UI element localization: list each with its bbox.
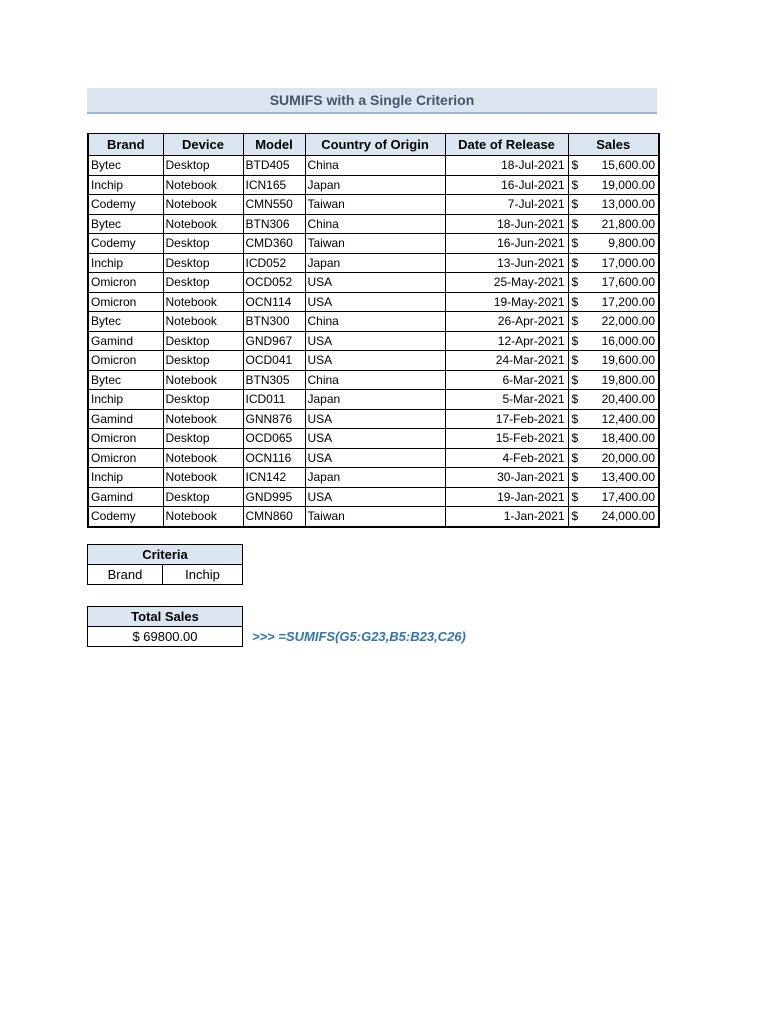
currency-cell[interactable]: $ — [568, 409, 584, 429]
table-row — [88, 390, 659, 410]
country-cell[interactable]: USA — [305, 487, 445, 507]
total-sales-header: Total Sales — [88, 607, 243, 627]
sheet-title: SUMIFS with a Single Criterion — [87, 88, 657, 114]
model-cell[interactable]: ICD052 — [243, 253, 305, 273]
country-cell[interactable]: Taiwan — [305, 195, 445, 215]
device-cell[interactable]: Desktop — [163, 390, 243, 410]
table-row — [88, 507, 659, 527]
date-cell[interactable]: 7-Jul-2021 — [445, 195, 568, 215]
sales-cell[interactable]: 24,000.00 — [584, 507, 659, 527]
device-cell[interactable]: Desktop — [163, 234, 243, 254]
device-cell[interactable]: Desktop — [163, 487, 243, 507]
country-cell[interactable]: USA — [305, 351, 445, 371]
brand-cell[interactable]: Omicron — [88, 351, 163, 371]
brand-cell[interactable]: Inchip — [88, 390, 163, 410]
model-cell[interactable]: ICN165 — [243, 175, 305, 195]
device-cell[interactable]: Notebook — [163, 312, 243, 332]
device-cell[interactable]: Desktop — [163, 156, 243, 176]
country-cell[interactable]: USA — [305, 448, 445, 468]
country-cell[interactable]: Taiwan — [305, 507, 445, 527]
date-cell[interactable]: 25-May-2021 — [445, 273, 568, 293]
country-cell[interactable]: China — [305, 214, 445, 234]
sales-cell[interactable]: 9,800.00 — [584, 234, 659, 254]
column-header-date[interactable]: Date of Release — [445, 134, 568, 156]
table-header-row — [88, 134, 659, 156]
country-cell[interactable]: USA — [305, 331, 445, 351]
sales-cell[interactable]: 20,400.00 — [584, 390, 659, 410]
currency-cell[interactable]: $ — [568, 273, 584, 293]
criteria-table — [87, 544, 243, 585]
column-header-model[interactable]: Model — [243, 134, 305, 156]
device-cell[interactable]: Desktop — [163, 351, 243, 371]
table-row — [88, 156, 659, 176]
total-sales-value-cell[interactable]: $ 69800.00 — [88, 627, 243, 647]
brand-cell[interactable]: Codemy — [88, 195, 163, 215]
device-cell[interactable]: Notebook — [163, 214, 243, 234]
table-row — [88, 429, 659, 449]
date-cell[interactable]: 15-Feb-2021 — [445, 429, 568, 449]
sales-table — [87, 133, 660, 528]
table-row — [88, 175, 659, 195]
sales-cell[interactable]: 17,200.00 — [584, 292, 659, 312]
sales-cell[interactable]: 12,400.00 — [584, 409, 659, 429]
brand-cell[interactable]: Codemy — [88, 507, 163, 527]
sales-cell[interactable]: 21,800.00 — [584, 214, 659, 234]
sales-cell[interactable]: 15,600.00 — [584, 156, 659, 176]
date-cell[interactable]: 4-Feb-2021 — [445, 448, 568, 468]
model-cell[interactable]: OCD065 — [243, 429, 305, 449]
model-cell[interactable]: ICN142 — [243, 468, 305, 488]
brand-cell[interactable]: Bytec — [88, 214, 163, 234]
country-cell[interactable]: USA — [305, 409, 445, 429]
device-cell[interactable]: Notebook — [163, 468, 243, 488]
table-row — [88, 195, 659, 215]
brand-cell[interactable]: Gamind — [88, 331, 163, 351]
model-cell[interactable]: BTN305 — [243, 370, 305, 390]
device-cell[interactable]: Notebook — [163, 448, 243, 468]
sales-cell[interactable]: 22,000.00 — [584, 312, 659, 332]
brand-cell[interactable]: Omicron — [88, 448, 163, 468]
device-cell[interactable]: Notebook — [163, 507, 243, 527]
country-cell[interactable]: USA — [305, 429, 445, 449]
model-cell[interactable]: BTN300 — [243, 312, 305, 332]
currency-cell[interactable]: $ — [568, 156, 584, 176]
country-cell[interactable]: Japan — [305, 468, 445, 488]
date-cell[interactable]: 26-Apr-2021 — [445, 312, 568, 332]
model-cell[interactable]: CMN550 — [243, 195, 305, 215]
date-cell[interactable]: 1-Jan-2021 — [445, 507, 568, 527]
currency-cell[interactable]: $ — [568, 214, 584, 234]
brand-cell[interactable]: Gamind — [88, 409, 163, 429]
currency-cell[interactable]: $ — [568, 468, 584, 488]
currency-cell[interactable]: $ — [568, 292, 584, 312]
currency-cell[interactable]: $ — [568, 312, 584, 332]
table-row — [88, 214, 659, 234]
country-cell[interactable]: Taiwan — [305, 234, 445, 254]
sales-cell[interactable]: 13,400.00 — [584, 468, 659, 488]
currency-cell[interactable]: $ — [568, 253, 584, 273]
device-cell[interactable]: Notebook — [163, 370, 243, 390]
sales-cell[interactable]: 17,400.00 — [584, 487, 659, 507]
country-cell[interactable]: Japan — [305, 390, 445, 410]
criteria-header: Criteria — [88, 545, 243, 565]
model-cell[interactable]: BTD405 — [243, 156, 305, 176]
sales-cell[interactable]: 16,000.00 — [584, 331, 659, 351]
table-body — [88, 156, 659, 527]
date-cell[interactable]: 5-Mar-2021 — [445, 390, 568, 410]
brand-cell[interactable]: Codemy — [88, 234, 163, 254]
model-cell[interactable]: OCN116 — [243, 448, 305, 468]
device-cell[interactable]: Notebook — [163, 175, 243, 195]
table-row — [88, 351, 659, 371]
date-cell[interactable]: 19-May-2021 — [445, 292, 568, 312]
device-cell[interactable]: Desktop — [163, 331, 243, 351]
brand-cell[interactable]: Gamind — [88, 487, 163, 507]
country-cell[interactable]: Japan — [305, 253, 445, 273]
currency-cell[interactable]: $ — [568, 507, 584, 527]
brand-cell[interactable]: Omicron — [88, 273, 163, 293]
brand-cell[interactable]: Bytec — [88, 156, 163, 176]
date-cell[interactable]: 18-Jun-2021 — [445, 214, 568, 234]
brand-cell[interactable]: Inchip — [88, 468, 163, 488]
model-cell[interactable]: OCN114 — [243, 292, 305, 312]
sales-cell[interactable]: 20,000.00 — [584, 448, 659, 468]
criteria-label-cell[interactable]: Brand — [88, 565, 163, 585]
criteria-value-cell[interactable]: Inchip — [163, 565, 243, 585]
device-cell[interactable]: Notebook — [163, 409, 243, 429]
total-sales-table — [87, 606, 243, 647]
device-cell[interactable]: Desktop — [163, 253, 243, 273]
model-cell[interactable]: GND995 — [243, 487, 305, 507]
brand-cell[interactable]: Inchip — [88, 253, 163, 273]
country-cell[interactable]: China — [305, 156, 445, 176]
sales-cell[interactable]: 19,600.00 — [584, 351, 659, 371]
column-header-sales[interactable]: Sales — [568, 134, 659, 156]
table-row — [88, 487, 659, 507]
currency-cell[interactable]: $ — [568, 351, 584, 371]
date-cell[interactable]: 17-Feb-2021 — [445, 409, 568, 429]
sales-cell[interactable]: 19,000.00 — [584, 175, 659, 195]
model-cell[interactable]: ICD011 — [243, 390, 305, 410]
table-row — [88, 273, 659, 293]
table-row — [88, 468, 659, 488]
currency-cell[interactable]: $ — [568, 234, 584, 254]
country-cell[interactable]: China — [305, 312, 445, 332]
sales-cell[interactable]: 17,600.00 — [584, 273, 659, 293]
device-cell[interactable]: Notebook — [163, 195, 243, 215]
brand-cell[interactable]: Inchip — [88, 175, 163, 195]
date-cell[interactable]: 30-Jan-2021 — [445, 468, 568, 488]
device-cell[interactable]: Desktop — [163, 273, 243, 293]
sales-cell[interactable]: 13,000.00 — [584, 195, 659, 215]
brand-cell[interactable]: Bytec — [88, 370, 163, 390]
currency-cell[interactable]: $ — [568, 370, 584, 390]
currency-cell[interactable]: $ — [568, 487, 584, 507]
date-cell[interactable]: 13-Jun-2021 — [445, 253, 568, 273]
currency-cell[interactable]: $ — [568, 390, 584, 410]
formula-note: >>> =SUMIFS(G5:G23,B5:B23,C26) — [252, 629, 466, 644]
table-row — [88, 292, 659, 312]
sales-cell[interactable]: 18,400.00 — [584, 429, 659, 449]
table-row — [88, 312, 659, 332]
table-row — [88, 234, 659, 254]
country-cell[interactable]: USA — [305, 273, 445, 293]
date-cell[interactable]: 16-Jul-2021 — [445, 175, 568, 195]
table-row — [88, 253, 659, 273]
brand-cell[interactable]: Omicron — [88, 292, 163, 312]
model-cell[interactable]: BTN306 — [243, 214, 305, 234]
table-row — [88, 331, 659, 351]
sales-cell[interactable]: 19,800.00 — [584, 370, 659, 390]
model-cell[interactable]: CMD360 — [243, 234, 305, 254]
column-header-country[interactable]: Country of Origin — [305, 134, 445, 156]
currency-cell[interactable]: $ — [568, 448, 584, 468]
date-cell[interactable]: 24-Mar-2021 — [445, 351, 568, 371]
device-cell[interactable]: Desktop — [163, 429, 243, 449]
column-header-brand[interactable]: Brand — [88, 134, 163, 156]
model-cell[interactable]: OCD041 — [243, 351, 305, 371]
table-row — [88, 370, 659, 390]
table-row — [88, 448, 659, 468]
model-cell[interactable]: GND967 — [243, 331, 305, 351]
date-cell[interactable]: 6-Mar-2021 — [445, 370, 568, 390]
brand-cell[interactable]: Omicron — [88, 429, 163, 449]
date-cell[interactable]: 18-Jul-2021 — [445, 156, 568, 176]
country-cell[interactable]: USA — [305, 292, 445, 312]
date-cell[interactable]: 12-Apr-2021 — [445, 331, 568, 351]
currency-cell[interactable]: $ — [568, 331, 584, 351]
sales-cell[interactable]: 17,000.00 — [584, 253, 659, 273]
currency-cell[interactable]: $ — [568, 195, 584, 215]
date-cell[interactable]: 19-Jan-2021 — [445, 487, 568, 507]
country-cell[interactable]: Japan — [305, 175, 445, 195]
brand-cell[interactable]: Bytec — [88, 312, 163, 332]
device-cell[interactable]: Notebook — [163, 292, 243, 312]
model-cell[interactable]: CMN860 — [243, 507, 305, 527]
column-header-device[interactable]: Device — [163, 134, 243, 156]
currency-cell[interactable]: $ — [568, 175, 584, 195]
table-row — [88, 409, 659, 429]
country-cell[interactable]: China — [305, 370, 445, 390]
model-cell[interactable]: OCD052 — [243, 273, 305, 293]
currency-cell[interactable]: $ — [568, 429, 584, 449]
date-cell[interactable]: 16-Jun-2021 — [445, 234, 568, 254]
model-cell[interactable]: GNN876 — [243, 409, 305, 429]
